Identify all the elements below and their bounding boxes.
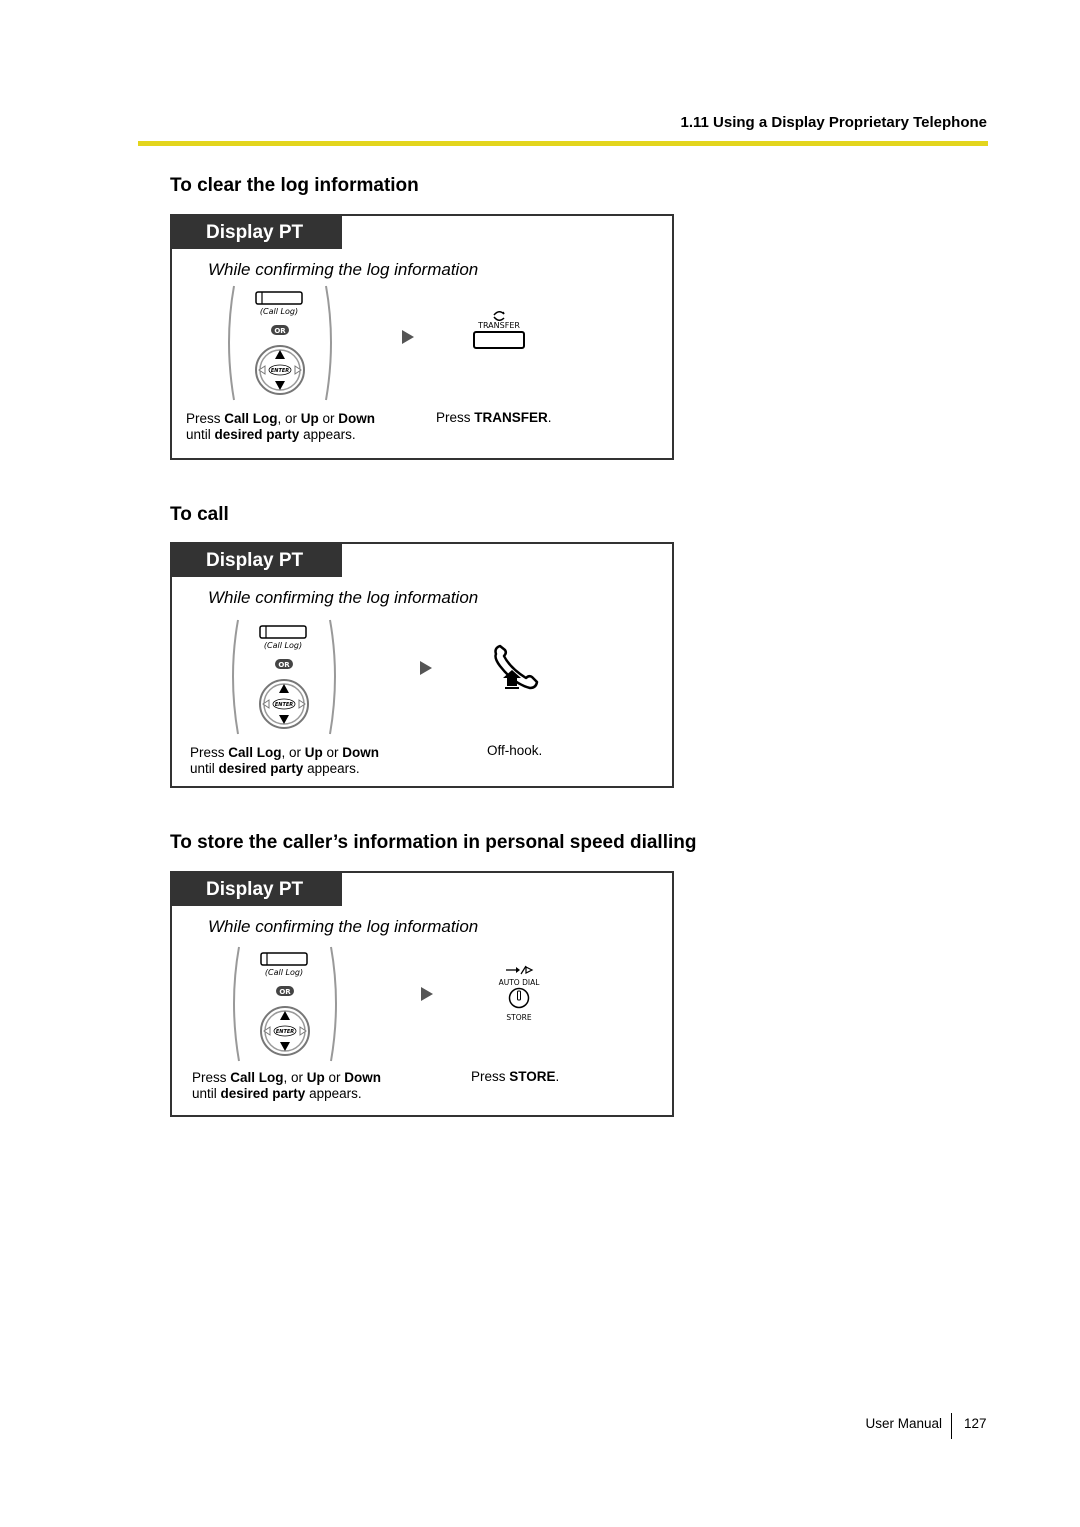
section-title: To clear the log information (170, 175, 419, 196)
page-number: 127 (964, 1416, 987, 1431)
auto-dial-store-key-icon (490, 965, 548, 1023)
call-log-label: (Call Log) (259, 307, 299, 316)
condition-text: While confirming the log information (208, 260, 479, 279)
off-hook-handset-icon (490, 644, 548, 692)
transfer-label: TRANSFER (478, 321, 520, 330)
step-arrow (402, 330, 414, 344)
running-head: 1.11 Using a Display Proprietary Telephone (680, 114, 987, 131)
footer-label: User Manual (865, 1416, 942, 1431)
condition-text: While confirming the log information (208, 588, 479, 607)
call-log-navigator-icon (226, 618, 342, 736)
step2-caption: Off-hook. (487, 743, 543, 758)
auto-dial-label: AUTO DIAL (498, 978, 540, 987)
enter-label: ENTER (275, 1029, 295, 1035)
section-title: To call (170, 504, 229, 525)
or-label: OR (279, 988, 291, 996)
step-arrow (421, 987, 433, 1001)
procedure-box (170, 214, 674, 460)
display-pt-tag: Display PT (172, 873, 342, 906)
condition-text: While confirming the log information (208, 917, 479, 936)
enter-label: ENTER (270, 368, 290, 374)
step-arrow (420, 661, 432, 675)
or-label: OR (274, 327, 286, 335)
display-pt-tag: Display PT (172, 216, 342, 249)
call-log-label: (Call Log) (264, 968, 304, 977)
header-rule (138, 141, 988, 146)
call-log-label: (Call Log) (263, 641, 303, 650)
store-label: STORE (506, 1013, 532, 1022)
step1-caption: Press Call Log, or Up or Down until desired party appears. (190, 745, 380, 776)
step1-caption: Press Call Log, or Up or Down until desired party appears. (192, 1070, 382, 1101)
display-pt-tag: Display PT (172, 544, 342, 577)
transfer-key-icon (472, 308, 528, 352)
enter-label: ENTER (274, 702, 294, 708)
procedure-box (170, 871, 674, 1117)
procedure-box (170, 542, 674, 788)
call-log-navigator-icon (222, 284, 338, 402)
step1-caption: Press Call Log, or Up or Down until desired party appears. (186, 411, 376, 442)
call-log-navigator-icon (227, 945, 343, 1063)
or-label: OR (278, 661, 290, 669)
footer-divider (951, 1413, 952, 1439)
section-title: To store the caller’s information in personal speed dialling (170, 832, 697, 853)
step2-caption: Press STORE. (471, 1069, 560, 1084)
step2-caption: Press TRANSFER. (436, 410, 552, 425)
